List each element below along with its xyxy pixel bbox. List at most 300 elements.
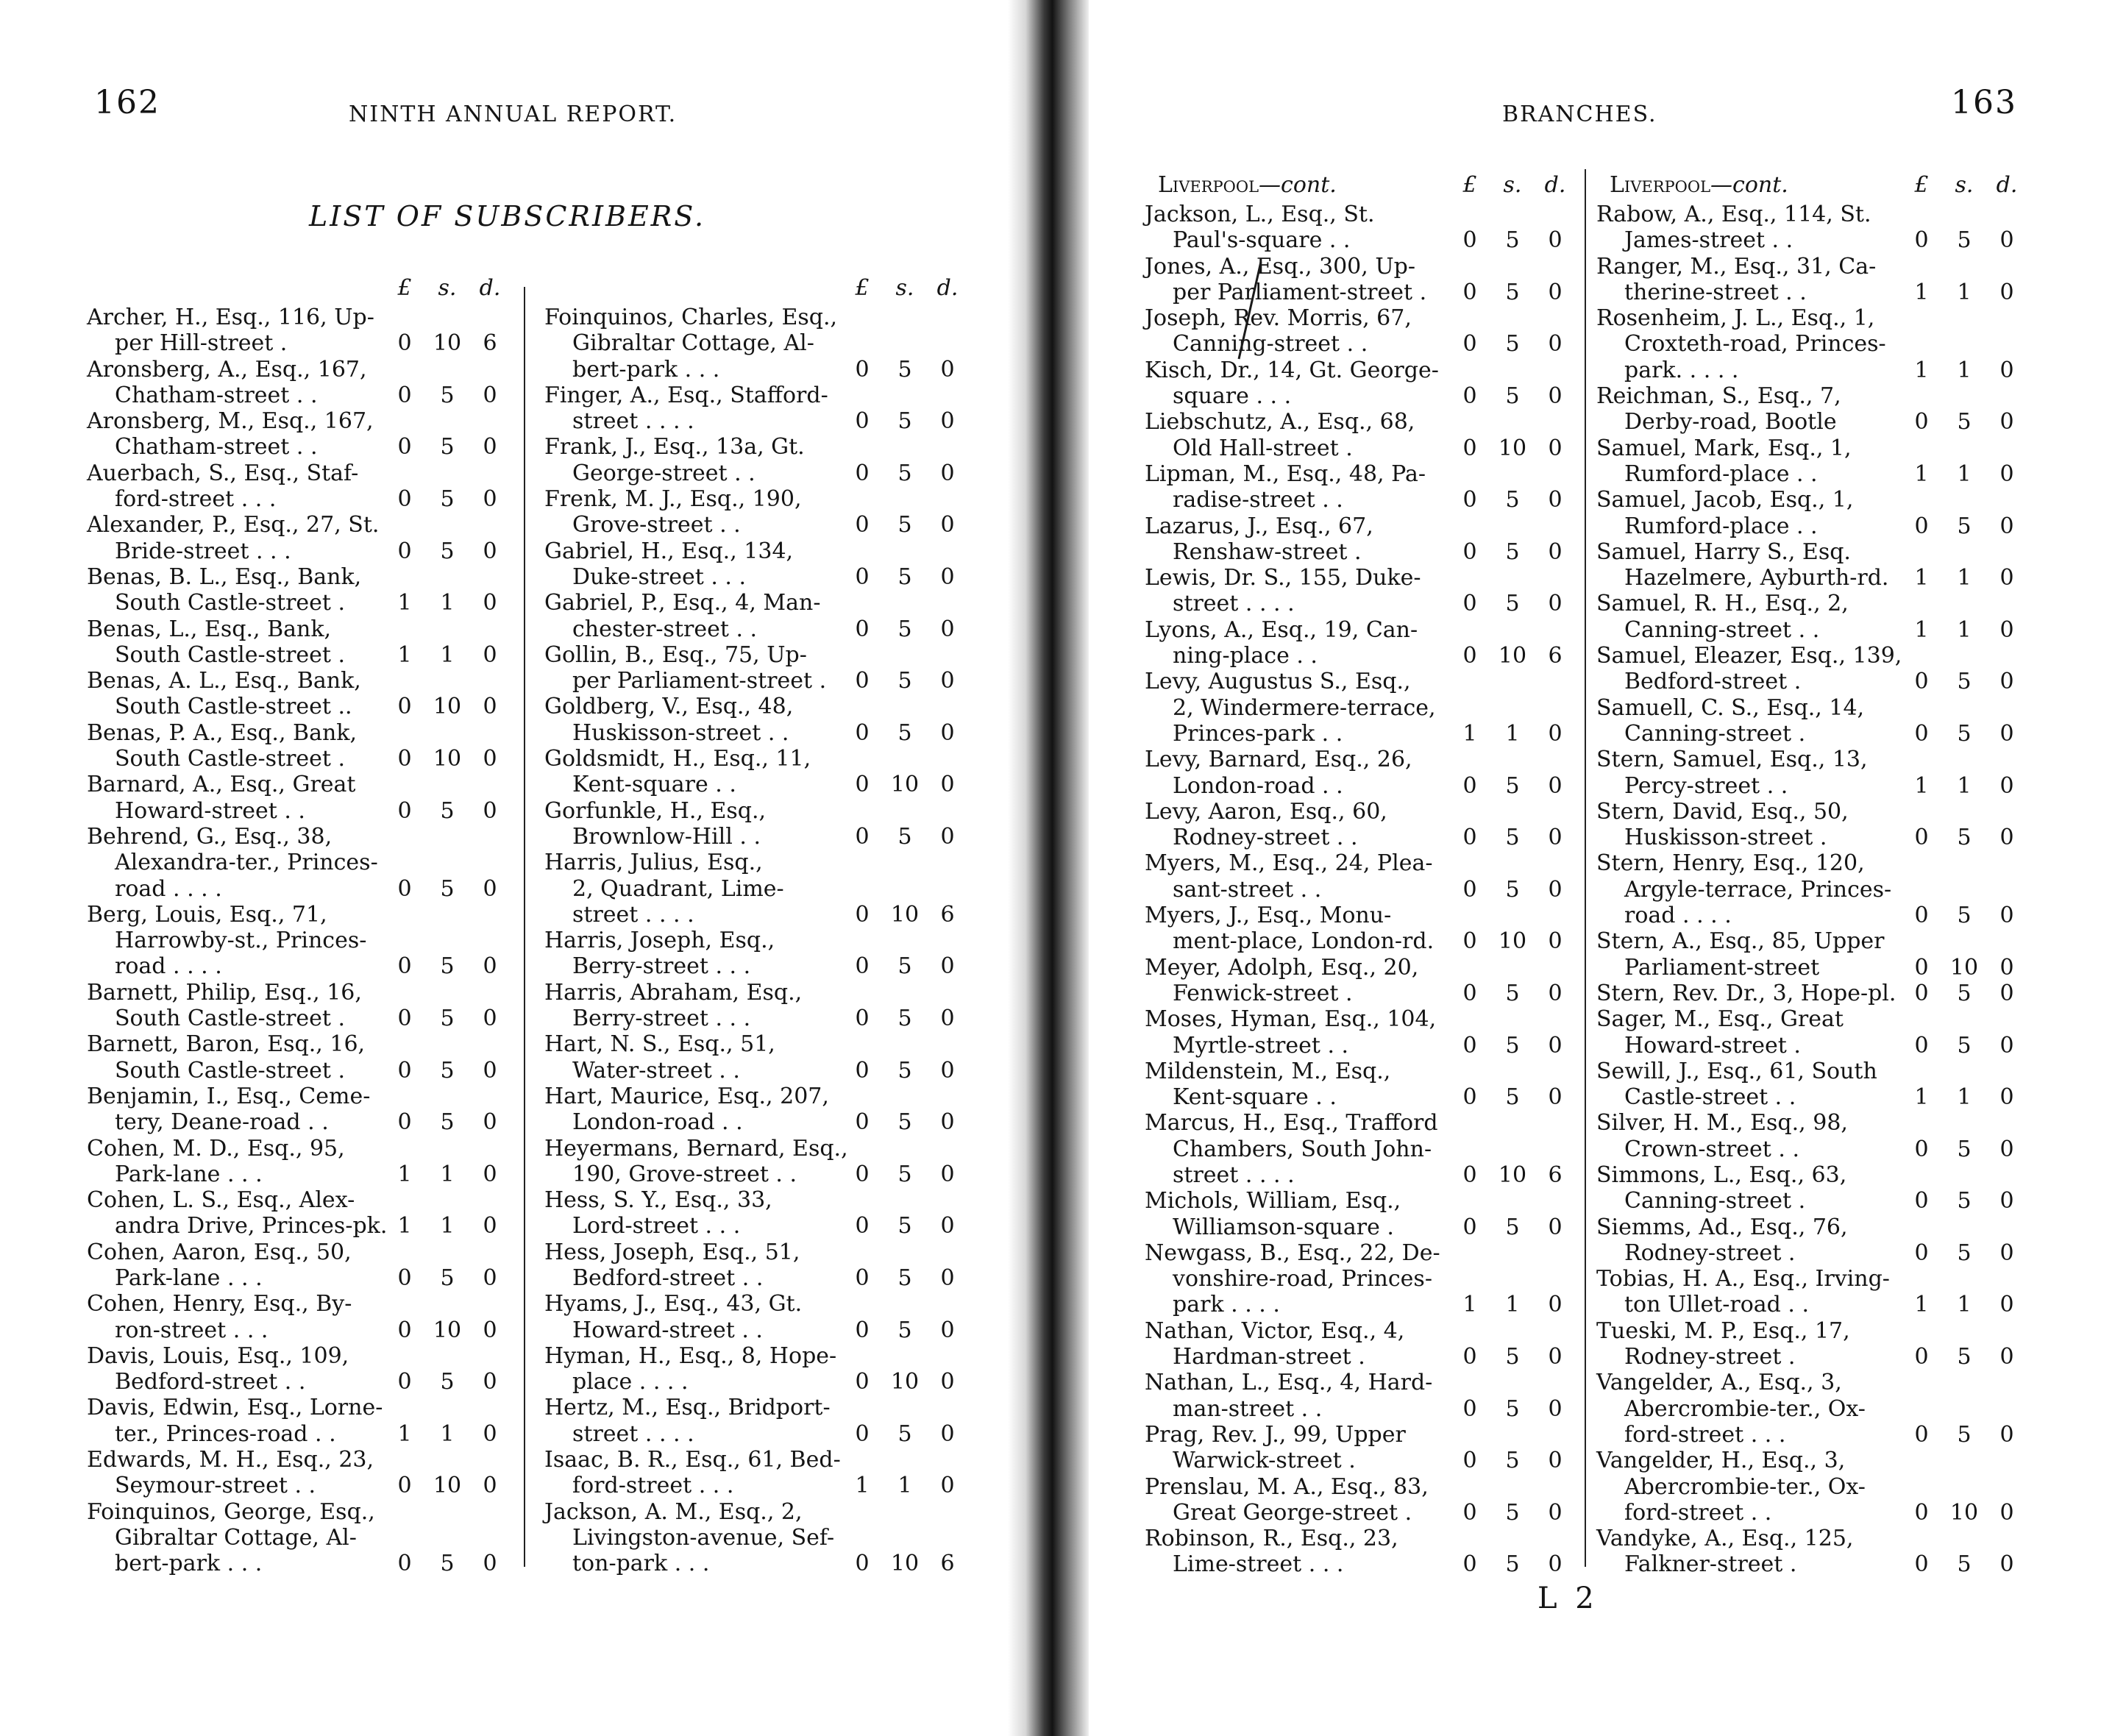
subscriber-name-line	[1596, 695, 2023, 721]
subscriber-entry	[544, 798, 964, 850]
shillings-value: 1	[1957, 460, 1972, 487]
subscriber-address-line	[1145, 825, 1571, 850]
pounds-value: 0	[1462, 383, 1477, 410]
subscriber-name-line	[1596, 487, 2023, 513]
pounds-value: 0	[397, 694, 412, 720]
subscriber-address-line	[1145, 383, 1571, 409]
shillings-value: 5	[897, 1161, 912, 1187]
entry-text: Berry-street . . .	[572, 1006, 751, 1032]
column-unit-header	[87, 272, 506, 305]
pounds-value: 0	[1462, 227, 1477, 254]
shillings-value: 5	[440, 538, 455, 564]
subscriber-address-line	[1596, 565, 2023, 591]
pounds-value: 0	[1914, 980, 1929, 1006]
pounds-label: £	[1914, 172, 1929, 198]
subscriber-entry	[1596, 254, 2023, 306]
subscriber-address-line	[1596, 1551, 2023, 1577]
entry-text: South Castle-street .	[115, 1006, 346, 1032]
running-head: BRANCHES.	[1502, 102, 1657, 127]
subscriber-name-line	[87, 357, 506, 383]
subscriber-address-line	[544, 357, 964, 383]
entry-text: Lord-street . . .	[572, 1213, 741, 1239]
entry-text: Frank, J., Esq., 13a, Gt.	[544, 434, 805, 460]
pence-value: 0	[483, 1057, 497, 1084]
subscriber-entry	[87, 564, 506, 616]
entry-text: Lime-street . . .	[1173, 1551, 1344, 1578]
entry-text: bert-park . . .	[115, 1551, 263, 1577]
entry-text: Hazelmere, Ayburth-rd.	[1624, 565, 1889, 591]
entry-text: Gabriel, H., Esq., 134,	[544, 538, 794, 564]
subscriber-entry	[87, 305, 506, 357]
subscriber-entry	[1145, 1370, 1571, 1422]
subscriber-entry	[1145, 202, 1571, 254]
shillings-value: 10	[1498, 643, 1527, 669]
pounds-value: 0	[855, 460, 870, 486]
subscriber-name-line	[1596, 850, 2023, 876]
amount	[388, 486, 506, 512]
column-heading	[1596, 169, 2023, 202]
entry-text: Prag, Rev. J., 99, Upper	[1145, 1421, 1406, 1448]
shillings-value: 5	[1957, 227, 1972, 254]
shillings-value: 10	[890, 1369, 920, 1395]
entry-text: Lazarus, J., Esq., 67,	[1145, 513, 1373, 539]
pounds-value: 1	[1914, 565, 1929, 591]
entry-text: Benas, B. L., Esq., Bank,	[87, 563, 362, 590]
subscriber-address-line	[544, 1369, 964, 1395]
amount	[388, 746, 506, 772]
entry-text: Sager, M., Esq., Great	[1596, 1006, 1844, 1033]
entry-text: ning-place . .	[1173, 643, 1318, 669]
shillings-value: 5	[1505, 331, 1520, 357]
entry-text: Stern, Henry, Esq., 120,	[1596, 850, 1865, 877]
subscriber-address-line	[87, 330, 506, 356]
subscriber-entry	[87, 1343, 506, 1395]
entry-text: Renshaw-street .	[1173, 538, 1362, 565]
pounds-value: 0	[397, 1551, 412, 1577]
subscriber-address-line	[1145, 773, 1571, 799]
pounds-value: 1	[1914, 279, 1929, 305]
subscriber-name-line	[544, 305, 964, 330]
amount	[388, 434, 506, 460]
entry-text: Moses, Hyman, Esq., 104,	[1145, 1006, 1437, 1033]
amount	[846, 720, 964, 746]
pence-value: 0	[940, 512, 955, 538]
subscriber-entry	[1145, 669, 1571, 747]
entry-text: Levy, Aaron, Esq., 60,	[1145, 798, 1387, 825]
shillings-value: 5	[440, 875, 455, 902]
shillings-value: 1	[440, 590, 455, 616]
entry-text: street . . . .	[572, 1420, 694, 1447]
subscriber-entry	[1145, 254, 1571, 306]
pence-value: 0	[483, 434, 497, 460]
pounds-value: 0	[1914, 1499, 1929, 1526]
shillings-value: 5	[440, 1264, 455, 1291]
shillings-value: 5	[1505, 591, 1520, 617]
pounds-value: 1	[397, 641, 412, 668]
subscriber-address-line	[87, 746, 506, 772]
entry-text: Barnett, Baron, Esq., 16,	[87, 1031, 366, 1058]
amount	[1454, 721, 1571, 747]
entry-text: Liebschutz, A., Esq., 68,	[1145, 409, 1415, 435]
entry-text: Ranger, M., Esq., 31, Ca-	[1596, 253, 1877, 280]
amount	[1454, 773, 1571, 799]
amount	[1905, 721, 2023, 747]
entry-text: Old Hall-street .	[1173, 435, 1353, 461]
subscriber-name-line	[1596, 1448, 2023, 1473]
subscriber-entry	[1145, 1240, 1571, 1318]
subscriber-entry	[544, 746, 964, 798]
pence-value: 0	[940, 668, 955, 694]
subscriber-entry	[1596, 1110, 2023, 1162]
pounds-value: 0	[855, 1006, 870, 1032]
amount	[1454, 1292, 1571, 1317]
pounds-value: 1	[397, 1213, 412, 1239]
pence-value: 0	[1999, 825, 2014, 851]
subscriber-address-line	[544, 1058, 964, 1084]
entry-text: per Parliament-street .	[1173, 279, 1427, 305]
subscriber-entry	[1596, 643, 2023, 695]
pence-value: 0	[483, 746, 497, 772]
pounds-value: 0	[1914, 1188, 1929, 1214]
pounds-value: 0	[1914, 1551, 1929, 1578]
entry-text: Bedford-street . .	[572, 1264, 764, 1291]
pence-value: 6	[1548, 643, 1563, 669]
subscriber-name-line	[1596, 1266, 2023, 1292]
entry-text: per Hill-street .	[115, 330, 288, 357]
subscriber-name-line	[1596, 305, 2023, 331]
subscriber-address-line	[87, 1473, 506, 1498]
pounds-value: 0	[855, 1161, 870, 1187]
column-unit-header	[544, 272, 964, 305]
shillings-value: 5	[440, 1057, 455, 1084]
shillings-value: 5	[1505, 1084, 1520, 1111]
pence-value: 0	[483, 875, 497, 902]
entry-text: Samuel, Jacob, Esq., 1,	[1596, 487, 1854, 513]
subscriber-address-line	[1596, 461, 2023, 487]
subscriber-entry	[87, 980, 506, 1032]
pence-value: 0	[940, 1057, 955, 1084]
pounds-value: 1	[1462, 1292, 1477, 1318]
pounds-value: 0	[1462, 1395, 1477, 1422]
amount	[388, 1421, 506, 1447]
subscriber-entry	[87, 1239, 506, 1292]
subscriber-address-line	[1145, 721, 1571, 747]
pence-value: 0	[1548, 1344, 1563, 1370]
subscriber-name-line	[544, 434, 964, 460]
amount	[846, 408, 964, 434]
subscriber-entry	[1596, 305, 2023, 383]
pence-value: 0	[1548, 1292, 1563, 1318]
pence-value: 0	[940, 408, 955, 435]
pence-value: 0	[483, 1369, 497, 1395]
entry-text: Williamson-square .	[1173, 1214, 1394, 1240]
shillings-value: 10	[1498, 928, 1527, 955]
amount	[1454, 981, 1571, 1006]
subscriber-address-line	[1596, 669, 2023, 694]
pence-value: 0	[483, 1161, 497, 1187]
pence-value: 0	[1999, 460, 2014, 487]
pence-value: 0	[1999, 720, 2014, 747]
amount	[1905, 227, 2023, 253]
subscriber-entry	[1596, 850, 2023, 928]
shillings-value: 1	[1957, 1292, 1972, 1318]
shillings-value: 5	[897, 512, 912, 538]
entry-text: London-road . .	[572, 1109, 743, 1136]
amount	[1905, 513, 2023, 539]
amount	[388, 953, 506, 979]
subscriber-name-line	[1596, 928, 2023, 954]
pence-value: 0	[1548, 279, 1563, 305]
entry-text: Prenslau, M. A., Esq., 83,	[1145, 1473, 1429, 1500]
entry-text: Aronsberg, A., Esq., 167,	[87, 356, 367, 383]
subscriber-entry	[1145, 1422, 1571, 1474]
pounds-value: 0	[855, 953, 870, 980]
pounds-value: 0	[855, 1420, 870, 1447]
entry-text: Isaac, B. R., Esq., 61, Bed-	[544, 1447, 841, 1473]
subscriber-address-line	[1145, 227, 1571, 253]
shillings-value: 1	[1957, 279, 1972, 305]
pence-value: 0	[1548, 227, 1563, 254]
pounds-value: 0	[855, 408, 870, 435]
pounds-value: 0	[397, 1057, 412, 1084]
shillings-value: 10	[433, 746, 462, 772]
pence-value: 6	[1548, 1162, 1563, 1188]
amount	[1454, 227, 1571, 253]
pence-label: d.	[1544, 172, 1566, 198]
pence-value: 0	[940, 1264, 955, 1291]
entry-text: Barnett, Philip, Esq., 16,	[87, 979, 362, 1006]
entry-text: Benjamin, I., Esq., Ceme-	[87, 1083, 371, 1109]
subscriber-address-line	[1596, 1033, 2023, 1059]
shillings-value: 5	[1505, 1551, 1520, 1578]
subscriber-address-line	[1145, 1162, 1571, 1188]
subscriber-name-line	[1145, 254, 1571, 280]
subscriber-name-line	[1145, 850, 1571, 876]
pounds-value: 0	[855, 901, 870, 928]
subscriber-name-line	[1596, 1059, 2023, 1084]
amount	[1454, 591, 1571, 616]
subscriber-entry	[1145, 1318, 1571, 1370]
entry-text: Myrtle-street . .	[1173, 1032, 1349, 1059]
subscriber-address-line	[87, 1058, 506, 1084]
subscriber-address-line	[1145, 539, 1571, 565]
amount	[388, 330, 506, 356]
amount	[1905, 461, 2023, 487]
subscriber-entry	[1596, 202, 2023, 254]
shillings-value: 10	[890, 1551, 920, 1577]
pounds-value: 0	[1914, 669, 1929, 695]
pounds-value: 0	[397, 1264, 412, 1291]
continued-label: —cont.	[1259, 172, 1337, 198]
entry-text: Princes-park . .	[1173, 720, 1343, 747]
pence-label: d.	[1996, 172, 2018, 198]
subscriber-name-line	[1145, 1188, 1571, 1214]
shillings-value: 1	[440, 1213, 455, 1239]
entry-text: Hardman-street .	[1173, 1344, 1365, 1370]
entry-text: Myers, J., Esq., Monu-	[1145, 903, 1392, 929]
subscriber-address-line	[87, 1213, 506, 1239]
entry-text: park . . . .	[1173, 1292, 1280, 1318]
amount	[1905, 1136, 2023, 1162]
subscriber-name-line	[1145, 513, 1571, 539]
subscriber-entry	[87, 772, 506, 824]
amount	[1454, 331, 1571, 357]
shillings-value: 10	[1498, 1162, 1527, 1188]
pence-value: 0	[1548, 435, 1563, 461]
shillings-value: 5	[1957, 903, 1972, 929]
subscriber-address-line	[544, 564, 964, 590]
pence-value: 0	[1548, 876, 1563, 903]
entry-text: Rumford-place . .	[1624, 513, 1818, 539]
pence-value: 6	[940, 1551, 955, 1577]
subscriber-name-line	[1596, 383, 2023, 409]
pounds-value: 0	[1914, 720, 1929, 747]
subscriber-entry	[87, 1499, 506, 1577]
pounds-value: 1	[1914, 616, 1929, 643]
entry-text: Paul's-square . .	[1173, 227, 1351, 254]
subscriber-address-line	[544, 720, 964, 746]
subscriber-address-line	[544, 902, 964, 928]
pounds-value: 0	[397, 1369, 412, 1395]
entry-text: Marcus, H., Esq., Trafford	[1145, 1110, 1438, 1136]
subscriber-address-line	[87, 434, 506, 460]
subscriber-entry	[544, 642, 964, 694]
subscriber-name-line	[544, 1291, 964, 1317]
entry-text: Cohen, Henry, Esq., By-	[87, 1291, 352, 1317]
subscriber-name-line	[1145, 1474, 1571, 1500]
pence-value: 0	[1999, 954, 2014, 981]
subscriber-entry	[87, 902, 506, 980]
entry-text: Siemms, Ad., Esq., 76,	[1596, 1214, 1848, 1240]
shillings-value: 5	[897, 953, 912, 980]
amount	[1905, 981, 2023, 1006]
entry-text: Meyer, Adolph, Esq., 20,	[1145, 954, 1419, 981]
amount	[388, 1162, 506, 1187]
entry-text: square . . .	[1173, 383, 1292, 410]
pounds-value: 0	[1914, 409, 1929, 435]
subscriber-address-line	[87, 1369, 506, 1395]
subscriber-address-line	[1145, 591, 1571, 616]
subscriber-address-line	[1596, 1292, 2023, 1317]
amount	[1905, 617, 2023, 643]
entry-text: Benas, P. A., Esq., Bank,	[87, 719, 358, 746]
subscriber-name-line	[544, 1395, 964, 1420]
amount	[388, 1317, 506, 1343]
shillings-value: 5	[1505, 876, 1520, 903]
pounds-value: 1	[1914, 357, 1929, 383]
subscriber-entry	[87, 824, 506, 902]
subscriber-address-line	[1145, 1084, 1571, 1110]
entry-text: andra Drive, Princes-pk.	[115, 1213, 388, 1239]
pence-value: 0	[483, 1006, 497, 1032]
shillings-value: 5	[440, 1551, 455, 1577]
subscriber-address-line	[544, 772, 964, 797]
subscriber-entry	[87, 616, 506, 669]
amount	[846, 824, 964, 850]
subscriber-name-line	[87, 1084, 506, 1109]
subscriber-entry	[1596, 591, 2023, 643]
amount	[388, 1265, 506, 1291]
entry-text: Mildenstein, M., Esq.,	[1145, 1058, 1391, 1084]
entry-text: street . . . .	[1173, 1162, 1295, 1188]
subscriber-name-line	[1596, 1526, 2023, 1551]
subscriber-name-line	[1145, 1110, 1571, 1136]
subscriber-address-line	[1596, 903, 2023, 928]
subscriber-name-line	[544, 694, 964, 719]
pence-value: 0	[483, 694, 497, 720]
pence-value: 0	[940, 1369, 955, 1395]
pence-value: 0	[483, 953, 497, 980]
subscriber-entry	[1596, 928, 2023, 981]
subscriber-name-line	[1145, 1422, 1571, 1448]
subscriber-entry	[1145, 1526, 1571, 1578]
shillings-value: 5	[897, 1006, 912, 1032]
subscriber-name-line	[87, 668, 506, 694]
subscriber-address-line	[544, 330, 964, 356]
subscriber-name-line	[1596, 1006, 2023, 1032]
subscriber-entry	[544, 590, 964, 642]
shillings-value: 5	[1505, 1499, 1520, 1526]
entry-text: Huskisson-street . .	[572, 719, 789, 746]
shillings-label: s.	[895, 275, 914, 301]
subscriber-entry	[1145, 513, 1571, 566]
entry-text: Hyman, H., Esq., 8, Hope-	[544, 1342, 837, 1369]
subscriber-entry	[1596, 1006, 2023, 1059]
entry-text: Alexander, P., Esq., 27, St.	[87, 512, 380, 538]
shillings-value: 1	[1957, 772, 1972, 799]
subscriber-column-2	[544, 272, 964, 1577]
running-head: NINTH ANNUAL REPORT.	[349, 102, 678, 127]
subscriber-entry	[1145, 461, 1571, 513]
pence-value: 0	[1999, 1032, 2014, 1059]
subscriber-address-line	[87, 1162, 506, 1187]
subscriber-name-line	[544, 1187, 964, 1213]
subscriber-name-line	[87, 1447, 506, 1473]
entry-text: Vandyke, A., Esq., 125,	[1596, 1526, 1854, 1552]
subscriber-name-line	[1145, 202, 1571, 227]
shillings-value: 10	[1498, 435, 1527, 461]
entry-text: Percy-street . .	[1624, 772, 1788, 799]
pence-value: 0	[1999, 357, 2014, 383]
subscriber-address-line	[544, 824, 964, 850]
shillings-value: 5	[1957, 1032, 1972, 1059]
shillings-value: 5	[1957, 1188, 1972, 1214]
entry-text: Newgass, B., Esq., 22, De-	[1145, 1239, 1440, 1266]
subscriber-name-line	[87, 1395, 506, 1420]
subscriber-name-line	[1145, 747, 1571, 772]
subscriber-name-line	[1145, 461, 1571, 487]
pence-value: 0	[1999, 903, 2014, 929]
amount	[846, 1473, 964, 1498]
subscriber-address-line	[1145, 1448, 1571, 1473]
subscriber-address-line	[1145, 1551, 1571, 1577]
pounds-value: 0	[1462, 772, 1477, 799]
entry-text: Great George-street .	[1173, 1499, 1412, 1526]
entry-text: Gibraltar Cottage, Al-	[115, 1524, 357, 1551]
amount	[846, 512, 964, 538]
subscriber-entry	[1145, 1059, 1571, 1111]
shillings-value: 5	[897, 1057, 912, 1084]
entry-text: South Castle-street .	[115, 746, 346, 772]
amount	[1905, 280, 2023, 305]
subscriber-name-line	[1145, 357, 1571, 383]
subscriber-address-line	[1145, 1266, 1571, 1292]
subscriber-name-line	[544, 383, 964, 408]
amount	[388, 1473, 506, 1498]
subscriber-address-line	[544, 668, 964, 694]
pounds-value: 0	[397, 875, 412, 902]
subscriber-entry	[87, 1031, 506, 1084]
